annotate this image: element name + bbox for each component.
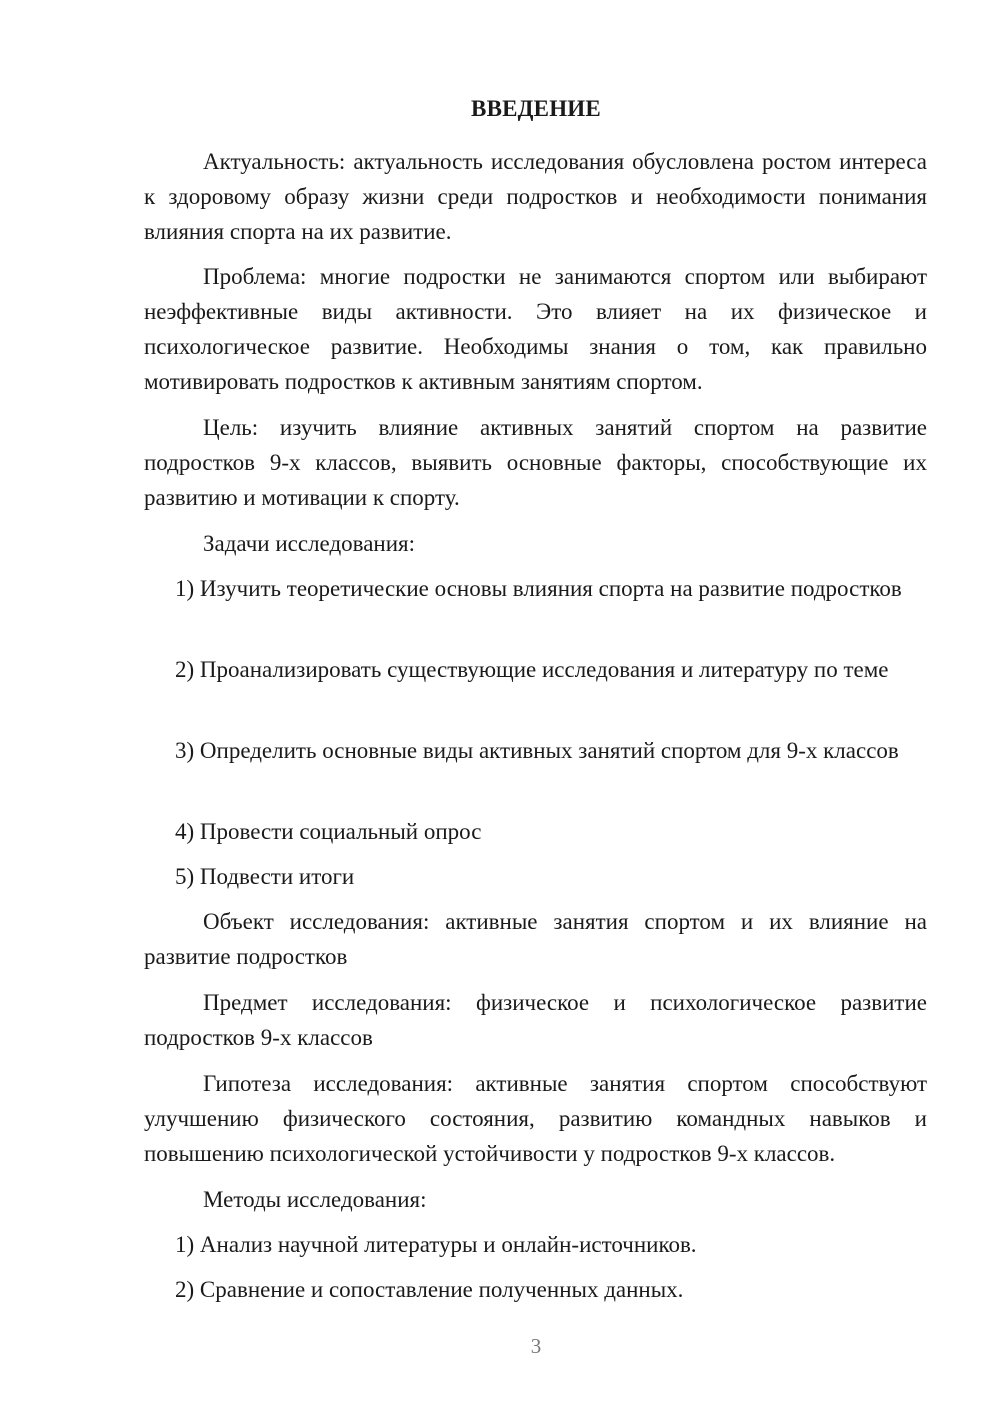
task-item: 2) Проанализировать существующие исследования и литературу по теме	[175, 657, 889, 682]
page-number: 3	[530, 1334, 542, 1358]
section-title: ВВЕДЕНИЕ	[471, 96, 601, 121]
task-item: 3) Определить основные виды активных занятий спортом для 9-х классов	[175, 738, 899, 763]
task-item: 5) Подвести итоги	[175, 864, 355, 889]
paragraph-subject: Предмет исследования: физическое и психологическое развитие подростков 9-х классов	[144, 990, 927, 1050]
method-item: 2) Сравнение и сопоставление полученных данных.	[175, 1277, 684, 1302]
paragraph-methods-heading: Методы исследования:	[203, 1187, 427, 1212]
paragraph-object: Объект исследования: активные занятия спортом и их влияние на развитие подростков	[144, 909, 927, 969]
task-item: 1) Изучить теоретические основы влияния спорта на развитие подростков	[175, 576, 902, 601]
paragraph-problem: Проблема: многие подростки не занимаются спортом или выбирают неэффективные виды активности. Это влияет на их физическое и психологическое развитие. Необходимы знания о том, как правильно мотивировать подростков к активным занятиям спортом.	[144, 264, 927, 394]
paragraph-hypothesis: Гипотеза исследования: активные занятия спортом способствуют улучшению физического состояния, развитию командных навыков и повышению психологической устойчивости у подростков 9-х классов.	[144, 1071, 927, 1166]
task-item: 4) Провести социальный опрос	[175, 819, 482, 844]
paragraph-relevance: Актуальность: актуальность исследования обусловлена ростом интереса к здоровому образу жизни среди подростков и необходимости понимания влияния спорта на их развитие.	[144, 149, 927, 244]
paragraph-goal: Цель: изучить влияние активных занятий спортом на развитие подростков 9-х классов, выявить основные факторы, способствующие их развитию и мотивации к спорту.	[144, 415, 927, 510]
paragraph-tasks-heading: Задачи исследования:	[203, 531, 416, 556]
method-item: 1) Анализ научной литературы и онлайн-источников.	[175, 1232, 697, 1257]
